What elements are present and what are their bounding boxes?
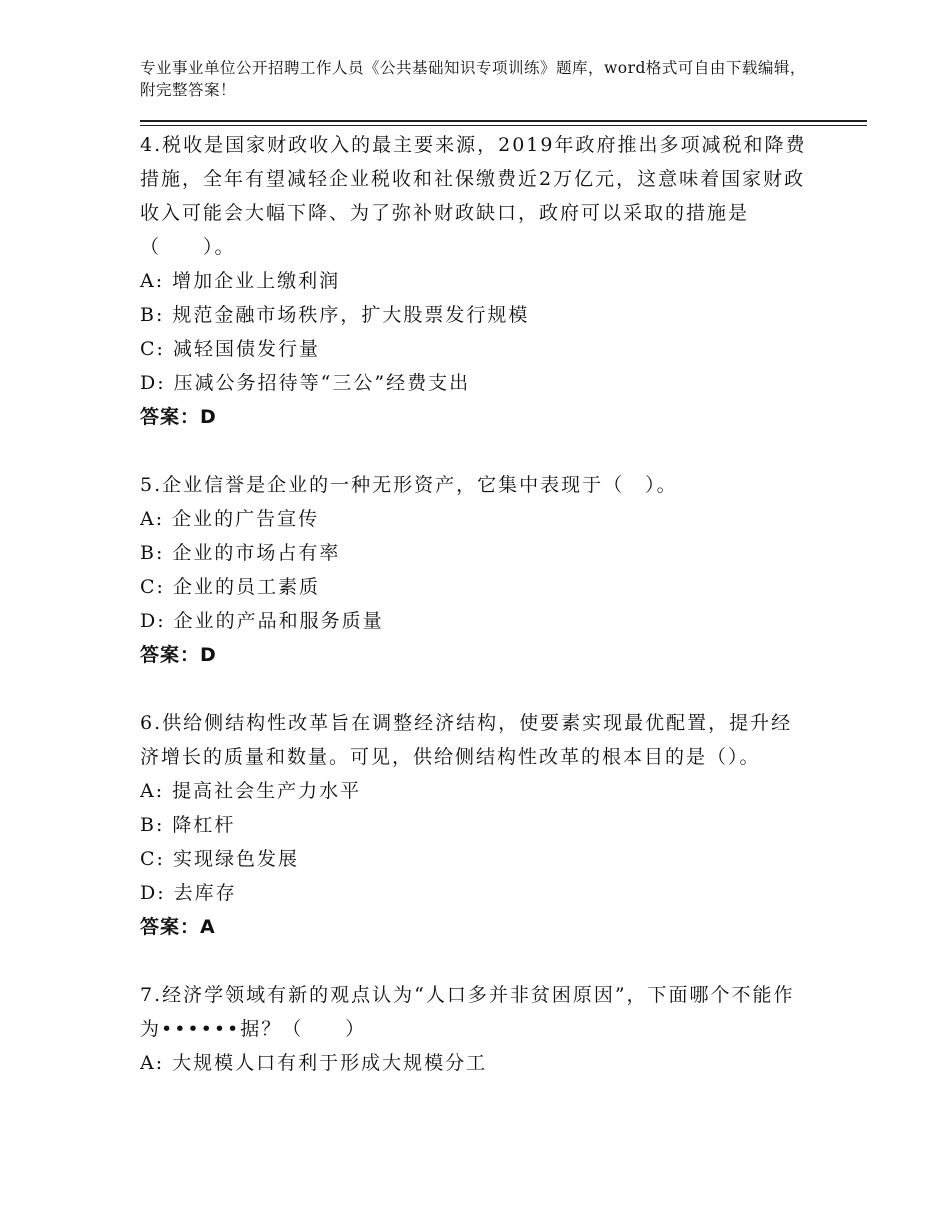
option-b: B: 规范金融市场秩序，扩大股票发行规模 xyxy=(140,304,530,326)
question-4 xyxy=(140,128,810,434)
question-text: 7.经济学领域有新的观点认为“人口多并非贫困原因”，下面哪个不能作为••••••据？（ ） xyxy=(140,984,795,1040)
option-b: B: 降杠杆 xyxy=(140,814,236,836)
question-text: 5.企业信誉是企业的一种无形资产，它集中表现于（ ）。 xyxy=(140,474,678,496)
option-d: D: 压减公务招待等“三公”经费支出 xyxy=(140,372,471,394)
header-divider-thin xyxy=(140,125,867,126)
option-a: A: 大规模人口有利于形成大规模分工 xyxy=(140,1052,488,1074)
document-header: 专业事业单位公开招聘工作人员《公共基础知识专项训练》题库，word格式可自由下载编辑，附完整答案！ xyxy=(140,59,806,99)
question-5 xyxy=(140,468,810,672)
option-c: C: 实现绿色发展 xyxy=(140,848,299,870)
header-divider-thick xyxy=(140,120,867,122)
question-6 xyxy=(140,706,810,944)
answer-key: 答案：D xyxy=(140,644,217,666)
option-b: B: 企业的市场占有率 xyxy=(140,542,341,564)
question-7 xyxy=(140,978,810,1080)
question-text: 6.供给侧结构性改革旨在调整经济结构，使要素实现最优配置，提升经济增长的质量和数量。可见，供给侧结构性改革的根本目的是（）。 xyxy=(140,712,793,768)
option-a: A: 企业的广告宣传 xyxy=(140,508,320,530)
question-list xyxy=(140,128,810,1080)
option-c: C: 减轻国债发行量 xyxy=(140,338,320,360)
option-d: D: 去库存 xyxy=(140,882,237,904)
answer-key: 答案：D xyxy=(140,406,217,428)
answer-key: 答案：A xyxy=(140,916,216,938)
question-text: 4.税收是国家财政收入的最主要来源，2019年政府推出多项减税和降费措施，全年有望减轻企业税收和社保缴费近2万亿元，这意味着国家财政收入可能会大幅下降、为了弥补财政缺口，政府可以采取的措施是（ ）。 xyxy=(140,134,807,258)
option-d: D: 企业的产品和服务质量 xyxy=(140,610,384,632)
option-a: A: 提高社会生产力水平 xyxy=(140,780,362,802)
option-a: A: 增加企业上缴利润 xyxy=(140,270,341,292)
option-c: C: 企业的员工素质 xyxy=(140,576,320,598)
